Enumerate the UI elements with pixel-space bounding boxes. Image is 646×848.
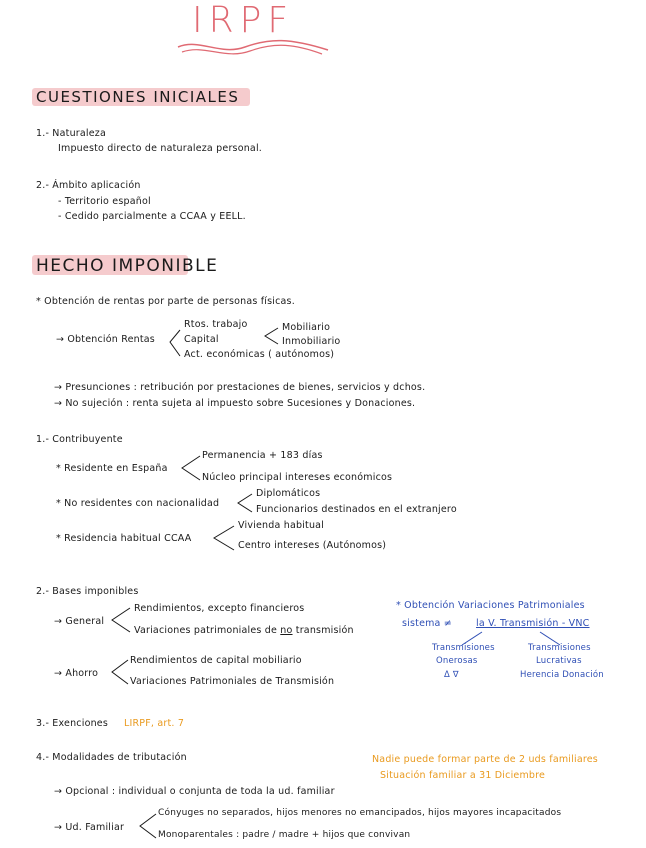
general-item: Rendimientos, excepto financieros — [134, 603, 305, 614]
brace-ahorro — [112, 660, 128, 684]
ahorro-item: Variaciones Patrimoniales de Transmisión — [130, 676, 335, 687]
ud-item: Cónyuges no separados, hijos menores no emancipados, hijos mayores incapacitados — [158, 808, 562, 818]
section-heading-hecho: HECHO IMPONIBLE — [36, 256, 219, 276]
no-residentes-label: * No residentes con nacionalidad — [56, 498, 220, 509]
ud-familiar-label: → Ud. Familiar — [54, 822, 125, 833]
residencia-item: Vivienda habitual — [238, 520, 325, 531]
brace-rentas — [170, 330, 180, 356]
general-item-2 — [134, 625, 354, 636]
blue-sistema: sistema ≠ — [402, 618, 452, 629]
renta-item: Capital — [184, 334, 219, 345]
naturaleza-label: 1.- Naturaleza — [36, 128, 107, 139]
bases-label: 2.- Bases imponibles — [36, 586, 139, 597]
ud-item: Monoparentales : padre / madre + hijos que convivan — [158, 830, 411, 840]
brace-capital — [265, 328, 278, 344]
ahorro-item: Rendimientos de capital mobiliario — [130, 655, 302, 666]
orange-note: Nadie puede formar parte de 2 uds familiares — [372, 754, 598, 765]
blue-onerosas: Onerosas — [436, 656, 478, 666]
renta-item: Act. económicas ( autónomos) — [184, 349, 335, 360]
general-item-text: Variaciones patrimoniales de — [134, 625, 278, 636]
blue-title: * Obtención Variaciones Patrimoniales — [396, 600, 585, 611]
naturaleza-desc: Impuesto directo de naturaleza personal. — [58, 143, 263, 154]
capital-item: Inmobiliario — [282, 336, 341, 347]
residente-item: Permanencia + 183 días — [202, 450, 323, 461]
brace-residencia — [214, 526, 234, 550]
no-sujecion: → No sujeción : renta sujeta al impuesto sobre Sucesiones y Donaciones. — [54, 398, 416, 409]
brace-no-residentes — [238, 494, 252, 512]
ambito-item: - Cedido parcialmente a CCAA y EELL. — [58, 211, 246, 222]
contribuyente-label: 1.- Contribuyente — [36, 434, 123, 445]
brace-ud-familiar — [140, 814, 156, 838]
section-heading-cuestiones: CUESTIONES INICIALES — [36, 88, 240, 106]
general-item-no: no — [280, 625, 293, 636]
residencia-label: * Residencia habitual CCAA — [56, 533, 192, 544]
blue-onerosas: Transmisiones — [432, 643, 495, 653]
residencia-item: Centro intereses (Autónomos) — [238, 540, 387, 551]
modalidades-label: 4.- Modalidades de tributación — [36, 752, 187, 763]
residente-item: Núcleo principal intereses económicos — [202, 472, 393, 483]
blue-lucrativas: Lucrativas — [536, 656, 582, 666]
exenciones-ref: LIRPF, art. 7 — [124, 718, 185, 729]
no-residentes-item: Diplomáticos — [256, 488, 321, 499]
brace-general — [112, 608, 130, 632]
exenciones-label: 3.- Exenciones — [36, 718, 108, 729]
hecho-intro: * Obtención de rentas por parte de personas físicas. — [36, 296, 295, 307]
blue-lucrativas: Transmisiones — [528, 643, 591, 653]
obtencion-rentas: → Obtención Rentas — [56, 334, 155, 345]
ambito-label: 2.- Ámbito aplicación — [36, 180, 141, 191]
blue-vtrans: la V. Transmisión - VNC — [476, 618, 590, 629]
brace-residente — [182, 456, 200, 480]
orange-note: Situación familiar a 31 Diciembre — [380, 770, 546, 781]
presunciones: → Presunciones : retribución por prestaciones de bienes, servicios y dchos. — [54, 382, 426, 393]
ambito-item: - Territorio español — [58, 196, 151, 207]
capital-item: Mobiliario — [282, 322, 331, 333]
page-title: IRPF — [192, 0, 295, 41]
general-item-text: transmisión — [295, 625, 354, 636]
opcional: → Opcional : individual o conjunta de toda la ud. familiar — [54, 786, 335, 797]
no-residentes-item: Funcionarios destinados en el extranjero — [256, 504, 457, 515]
general-label: → General — [54, 616, 105, 627]
blue-lucrativas: Herencia Donación — [520, 670, 604, 680]
residente-label: * Residente en España — [56, 463, 168, 474]
blue-onerosas: Δ ∇ — [444, 670, 459, 680]
ahorro-label: → Ahorro — [54, 668, 99, 679]
title-wave-2 — [182, 45, 322, 54]
renta-item: Rtos. trabajo — [184, 319, 248, 330]
